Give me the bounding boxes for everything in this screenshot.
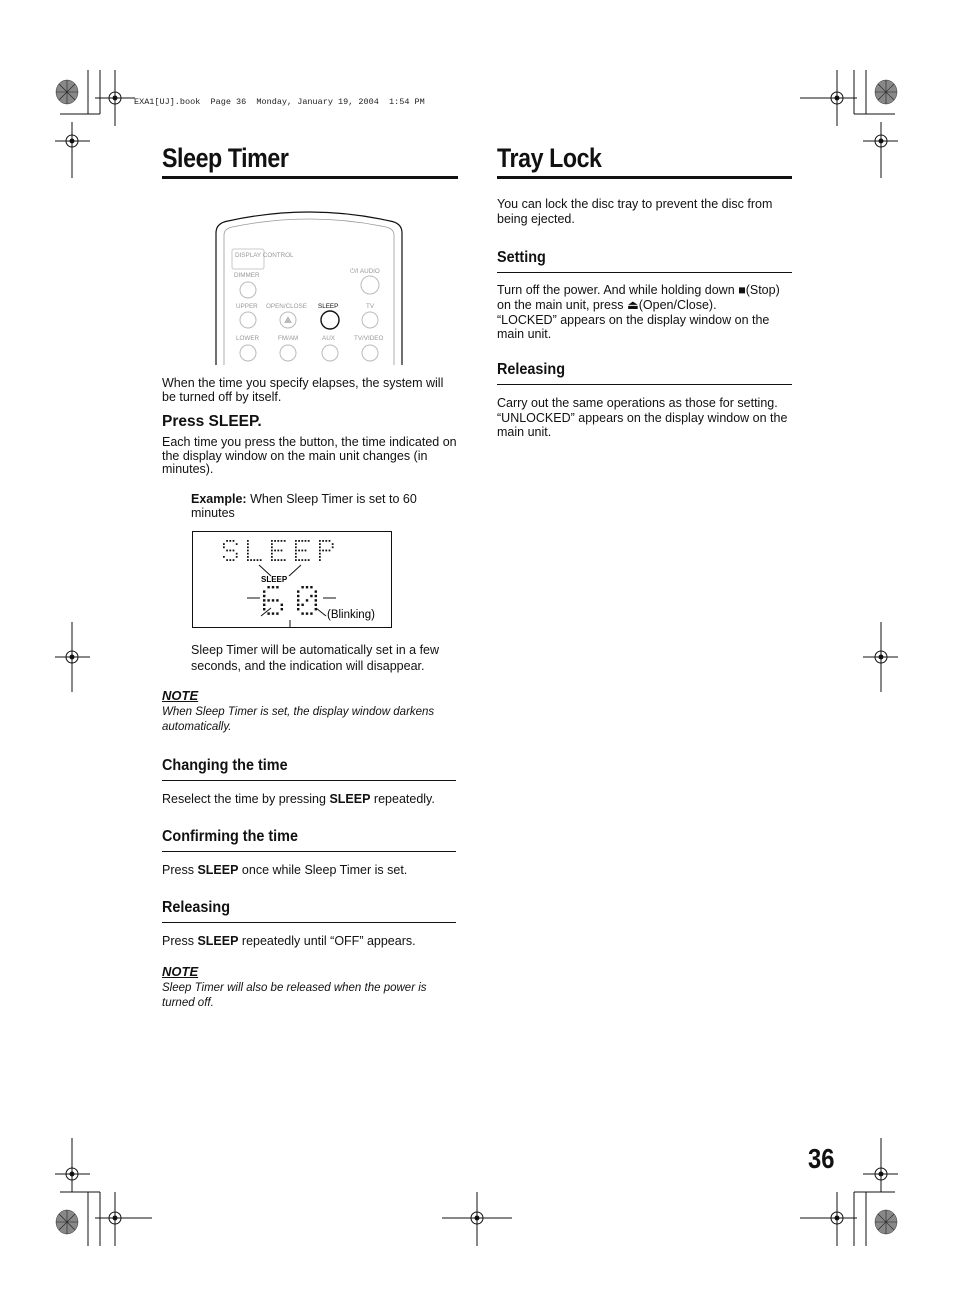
display-dot — [271, 550, 273, 552]
display-dot — [295, 546, 297, 548]
display-digit-dot — [310, 612, 312, 614]
display-dot — [325, 550, 327, 552]
display-dot — [274, 559, 276, 561]
changing-text: Reselect the time by pressing SLEEP repeatedly. — [162, 792, 435, 806]
remote-label-aux: AUX — [322, 335, 335, 342]
display-dot — [274, 550, 276, 552]
display-dot — [271, 553, 273, 555]
display-digit-dot — [306, 599, 308, 601]
remote-label-openclose: OPEN/CLOSE — [266, 303, 307, 310]
display-dot — [319, 556, 321, 558]
note2-title: NOTE — [162, 964, 199, 979]
display-dot — [295, 553, 297, 555]
display-digit-dot — [272, 612, 274, 614]
example-text — [191, 492, 456, 520]
display-dot — [305, 550, 307, 552]
remote-label-fmam: FM/AM — [278, 335, 299, 342]
display-digit-dot — [276, 586, 278, 588]
display-dot — [277, 540, 279, 542]
display-dot — [284, 559, 286, 561]
display-dot — [236, 553, 238, 555]
remote-label-display: DISPLAY CONTROL — [235, 252, 294, 259]
display-digit-dot — [297, 604, 299, 606]
display-digit-dot — [310, 586, 312, 588]
press-sleep-heading: Press SLEEP. — [162, 413, 262, 430]
sleep-indicator: SLEEP — [261, 575, 288, 584]
display-digit-dot — [301, 612, 303, 614]
display-dot — [301, 550, 303, 552]
display-dot — [332, 546, 334, 548]
setting-text: Turn off the power. And while holding down ■(Stop) on the main unit, press ⏏(Open/Close). “LOCKED” appears on the display window on the main unit. — [497, 283, 780, 341]
changing-heading: Changing the time — [162, 757, 288, 774]
display-dot — [301, 540, 303, 542]
display-dot — [247, 540, 249, 542]
remote-label-sleep: SLEEP — [318, 303, 339, 310]
stop-icon: ■ — [738, 283, 746, 297]
setting-heading: Setting — [497, 249, 546, 266]
display-dot — [236, 543, 238, 545]
display-dot — [236, 556, 238, 558]
display-dot — [298, 540, 300, 542]
tray-lock-title: Tray Lock — [497, 143, 602, 173]
display-window — [192, 531, 392, 628]
note1-text: When Sleep Timer is set, the display window darkens automatically. — [162, 706, 435, 733]
remote-label-audio: ⏻/I AUDIO — [350, 268, 380, 275]
display-dot — [257, 559, 259, 561]
display-dot — [295, 556, 297, 558]
display-dot — [250, 559, 252, 561]
display-dot — [281, 540, 283, 542]
display-dot — [226, 540, 228, 542]
display-dot — [332, 543, 334, 545]
display-dot — [271, 543, 273, 545]
display-digit-dot — [297, 590, 299, 592]
display-dot — [295, 559, 297, 561]
note2-text: Sleep Timer will also be released when the power is turned off. — [162, 982, 427, 1009]
display-dot — [229, 540, 231, 542]
display-dot — [329, 550, 331, 552]
display-digit-dot — [281, 604, 283, 606]
display-digit-dot — [297, 595, 299, 597]
display-dot — [226, 559, 228, 561]
display-dot — [295, 550, 297, 552]
sleep-intro: When the time you specify elapses, the system will be turned off by itself. — [162, 376, 444, 404]
display-digit-dot — [297, 608, 299, 610]
display-dot — [308, 540, 310, 542]
display-dot — [322, 550, 324, 552]
example-label: Example: — [191, 492, 247, 506]
display-digit-dot — [306, 586, 308, 588]
display-dot — [305, 540, 307, 542]
display-digit-dot — [297, 599, 299, 601]
display-digit-dot — [263, 608, 265, 610]
display-dot — [247, 559, 249, 561]
releasing-text-left: Press SLEEP repeatedly until “OFF” appears. — [162, 934, 416, 948]
tray-lock-rule — [497, 176, 792, 179]
releasing-rule-left — [162, 922, 456, 923]
display-dot — [319, 553, 321, 555]
display-dot — [298, 550, 300, 552]
display-dot — [281, 559, 283, 561]
display-dot — [305, 559, 307, 561]
display-dot — [319, 559, 321, 561]
display-dot — [319, 546, 321, 548]
display-dot — [281, 550, 283, 552]
remote-label-tv: TV — [366, 303, 375, 310]
releasing-heading-left: Releasing — [162, 899, 231, 916]
display-digit-dot — [263, 590, 265, 592]
display-dot — [253, 559, 255, 561]
display-digit-dot — [306, 612, 308, 614]
display-dot — [247, 543, 249, 545]
display-dot — [322, 540, 324, 542]
display-dot — [247, 553, 249, 555]
file-header: EXA1[UJ].book Page 36 Monday, January 19, 2004 1:54 PM — [134, 97, 425, 107]
releasing-text-right: Carry out the same operations as those for setting. “UNLOCKED” appears on the display window on the main unit. — [497, 396, 788, 439]
display-dot — [284, 540, 286, 542]
display-dot — [277, 550, 279, 552]
display-digit-dot — [315, 599, 317, 601]
remote-label-tvvideo: TV/VIDEO — [354, 335, 384, 342]
display-dot — [247, 546, 249, 548]
display-dot — [229, 559, 231, 561]
display-dot — [223, 546, 225, 548]
display-digit-dot — [267, 599, 269, 601]
display-dot — [295, 540, 297, 542]
remote-label-dimmer: DIMMER — [234, 272, 260, 279]
confirming-rule — [162, 851, 456, 852]
blinking-label: (Blinking) — [327, 609, 375, 621]
display-dot — [325, 540, 327, 542]
display-digit-dot — [263, 599, 265, 601]
page-number: 36 — [808, 1143, 835, 1174]
display-dot — [223, 543, 225, 545]
display-digit-dot — [272, 599, 274, 601]
note1-title: NOTE — [162, 688, 199, 703]
display-digit-dot — [301, 586, 303, 588]
title-rule — [162, 176, 458, 179]
display-dot — [229, 550, 231, 552]
display-dot — [319, 550, 321, 552]
display-digit-dot — [315, 604, 317, 606]
display-digit-dot — [301, 604, 303, 606]
changing-rule — [162, 780, 456, 781]
display-digit-dot — [272, 586, 274, 588]
eject-icon: ⏏ — [626, 298, 639, 312]
display-dot — [301, 559, 303, 561]
tray-lock-intro: You can lock the disc tray to prevent the disc from being ejected. — [497, 197, 773, 226]
sleep-timer-title: Sleep Timer — [162, 143, 289, 173]
display-dot — [247, 556, 249, 558]
display-dot — [233, 540, 235, 542]
display-digit-dot — [281, 608, 283, 610]
display-dot — [329, 540, 331, 542]
display-dot — [295, 543, 297, 545]
remote-illustration — [210, 205, 410, 368]
display-digit-dot — [267, 586, 269, 588]
remote-label-lower: LOWER — [236, 335, 260, 342]
display-dot — [226, 550, 228, 552]
releasing-rule-right — [497, 384, 792, 385]
display-dot — [223, 556, 225, 558]
display-digit-dot — [310, 595, 312, 597]
display-digit-dot — [263, 604, 265, 606]
display-dot — [247, 550, 249, 552]
press-sleep-text: Each time you press the button, the time indicated on the display window on the main unit changes (in minutes). — [162, 435, 457, 476]
releasing-heading-right: Releasing — [497, 361, 566, 378]
display-digit-dot — [315, 590, 317, 592]
display-dot — [271, 556, 273, 558]
display-digit-dot — [276, 599, 278, 601]
display-dot — [271, 546, 273, 548]
display-dot — [308, 559, 310, 561]
display-dot — [260, 559, 262, 561]
display-dot — [277, 559, 279, 561]
display-dot — [319, 540, 321, 542]
display-dot — [271, 559, 273, 561]
display-dot — [298, 559, 300, 561]
example-body: When Sleep Timer is set to 60 minutes — [191, 492, 417, 520]
display-dot — [233, 550, 235, 552]
display-graphic — [193, 532, 391, 627]
display-digit-dot — [263, 595, 265, 597]
display-digit-dot — [276, 612, 278, 614]
display-dot — [271, 540, 273, 542]
confirming-text: Press SLEEP once while Sleep Timer is set. — [162, 863, 408, 877]
display-digit-dot — [315, 595, 317, 597]
sleep-button-highlight — [321, 311, 339, 329]
display-dot — [319, 543, 321, 545]
display-dot — [274, 540, 276, 542]
setting-rule — [497, 272, 792, 273]
display-digit-dot — [267, 612, 269, 614]
confirming-heading: Confirming the time — [162, 828, 298, 845]
display-dot — [233, 559, 235, 561]
remote-label-upper: UPPER — [236, 303, 258, 310]
auto-set-text: Sleep Timer will be automatically set in a few seconds, and the indication will disappear. — [191, 643, 440, 673]
